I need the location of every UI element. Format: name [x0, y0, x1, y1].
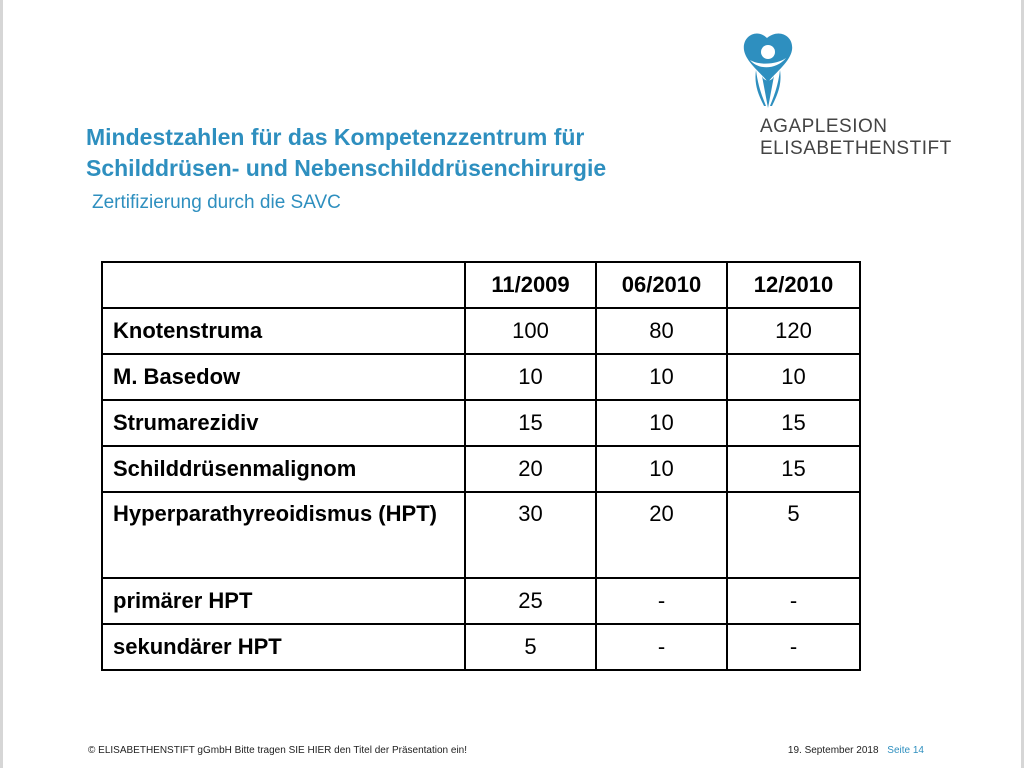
table-cell: 10: [596, 400, 727, 446]
row-label: Strumarezidiv: [102, 400, 465, 446]
table-cell: 5: [727, 492, 860, 578]
agaplesion-logo: [742, 30, 952, 170]
table-cell: 80: [596, 308, 727, 354]
table-header-row: [102, 262, 860, 308]
table-cell: -: [596, 624, 727, 670]
table-cell: 20: [596, 492, 727, 578]
row-label: Schilddrüsenmalignom: [102, 446, 465, 492]
table-row: [102, 308, 860, 354]
footer-page-number: Seite 14: [887, 745, 924, 756]
row-label: Knotenstruma: [102, 308, 465, 354]
table-header-cell: 12/2010: [727, 262, 860, 308]
logo-text-line2: ELISABETHENSTIFT: [760, 138, 952, 159]
table-cell: 30: [465, 492, 596, 578]
row-label: primärer HPT: [102, 578, 465, 624]
logo-text-line1: AGAPLESION: [760, 116, 888, 137]
table-row: [102, 492, 860, 578]
table-cell: 120: [727, 308, 860, 354]
footer-copyright: © ELISABETHENSTIFT gGmbH Bitte tragen SIE HIER den Titel der Präsentation ein!: [88, 745, 468, 756]
table-cell: 15: [465, 400, 596, 446]
table-cell: 15: [727, 400, 860, 446]
slide-title-line1: Mindestzahlen für das Kompetenzzentrum für: [86, 124, 585, 150]
slide-subtitle: Zertifizierung durch die SAVC: [92, 192, 341, 213]
table-cell: -: [596, 578, 727, 624]
table-cell: 5: [465, 624, 596, 670]
table-header-cell: 06/2010: [596, 262, 727, 308]
table-cell: 10: [596, 446, 727, 492]
table-cell: 10: [596, 354, 727, 400]
table-cell: 100: [465, 308, 596, 354]
row-label: Hyperparathyreoidismus (HPT): [102, 492, 465, 578]
heart-figure-logo-icon: [742, 30, 942, 115]
minimum-numbers-table: [101, 261, 861, 671]
slide-edge-left: [0, 0, 3, 768]
slide-title-line2: Schilddrüsen- und Nebenschilddrüsenchirurgie: [86, 155, 607, 181]
table-cell: -: [727, 624, 860, 670]
table-row: [102, 354, 860, 400]
table-cell: 20: [465, 446, 596, 492]
footer-meta: [788, 745, 924, 756]
footer-date: 19. September 2018: [787, 745, 879, 756]
row-label: sekundärer HPT: [102, 624, 465, 670]
table-row: [102, 446, 860, 492]
table-header-cell: [102, 262, 465, 308]
table-cell: 10: [727, 354, 860, 400]
slide-title: [86, 122, 746, 184]
table-row: [102, 578, 860, 624]
table-row: [102, 400, 860, 446]
table-cell: 10: [465, 354, 596, 400]
table-row: [102, 624, 860, 670]
table-cell: -: [727, 578, 860, 624]
table-header-cell: 11/2009: [465, 262, 596, 308]
row-label: M. Basedow: [102, 354, 465, 400]
table-cell: 25: [465, 578, 596, 624]
table-cell: 15: [727, 446, 860, 492]
